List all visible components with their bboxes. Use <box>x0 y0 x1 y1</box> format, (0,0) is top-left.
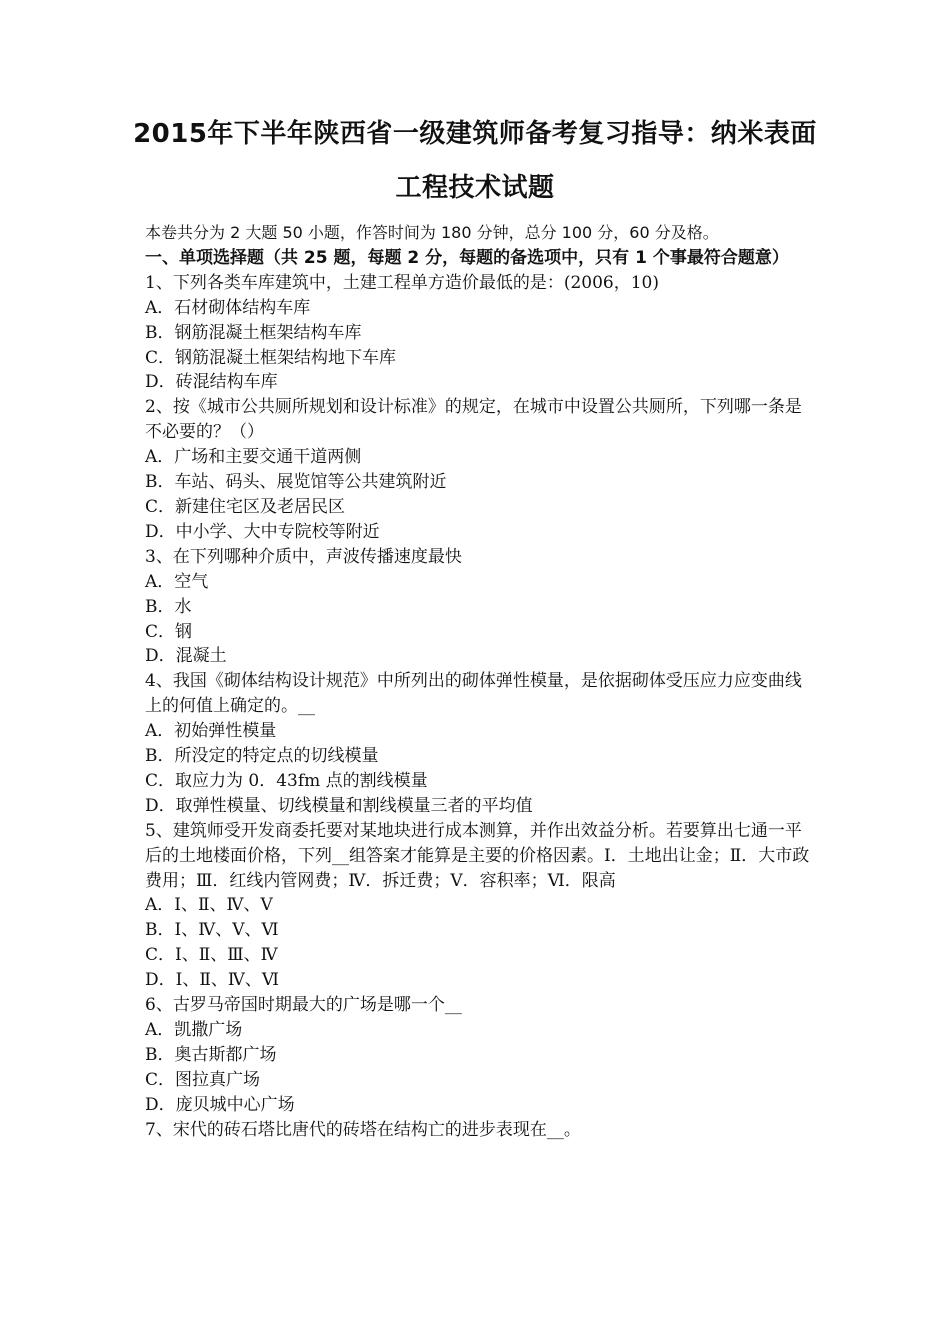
question-3 <box>145 545 810 670</box>
option-c: C．Ⅰ、Ⅱ、Ⅲ、Ⅳ <box>145 945 278 966</box>
option-a: A．石材砌体结构车库 <box>145 297 311 318</box>
question-stem: 4、我国《砌体结构设计规范》中所列出的砌体弹性模量，是依据砌体受压应力应变曲线上的何值上确定的。__ <box>145 671 802 717</box>
question-stem: 2、按《城市公共厕所规划和设计标准》的规定，在城市中设置公共厕所，下列哪一条是不必要的？（） <box>145 397 802 443</box>
option-d: D．混凝土 <box>145 646 227 667</box>
option-c: C．取应力为 0．43fm 点的割线模量 <box>145 770 428 791</box>
option-a: A．初始弹性模量 <box>145 721 277 742</box>
option-d: D．Ⅰ、Ⅱ、Ⅳ、Ⅵ <box>145 970 279 991</box>
question-7 <box>145 1118 810 1143</box>
option-a: A．空气 <box>145 571 209 592</box>
document-title-line-1: 2015年下半年陕西省一级建筑师备考复习指导：纳米表面 <box>133 119 817 149</box>
question-stem: 1、下列各类车库建筑中，土建工程单方造价最低的是：(2006，10) <box>145 272 659 293</box>
question-1 <box>145 271 810 396</box>
option-d: D．中小学、大中专院校等附近 <box>145 521 380 542</box>
option-c: C．钢 <box>145 621 193 642</box>
option-a: A．广场和主要交通干道两侧 <box>145 447 362 468</box>
question-stem: 7、宋代的砖石塔比唐代的砖塔在结构亡的进步表现在__。 <box>145 1119 581 1140</box>
option-b: B．所没定的特定点的切线模量 <box>145 746 379 767</box>
option-b: B．水 <box>145 596 192 617</box>
option-b: B．奥古斯都广场 <box>145 1044 277 1065</box>
document-title-line-2: 工程技术试题 <box>395 173 555 203</box>
section-heading: 一、单项选择题（共 25 题，每题 2 分，每题的备选项中，只有 1 个事最符合题意） <box>145 247 789 268</box>
question-stem: 3、在下列哪种介质中，声波传播速度最快 <box>145 546 462 567</box>
question-4 <box>145 669 810 818</box>
question-6 <box>145 993 810 1118</box>
question-2 <box>145 395 810 544</box>
exam-intro: 本卷共分为 2 大题 50 小题，作答时间为 180 分钟，总分 100 分，60 分及格。 <box>145 223 719 242</box>
option-c: C．新建住宅区及老居民区 <box>145 496 346 517</box>
option-a: A．Ⅰ、Ⅱ、Ⅳ、Ⅴ <box>145 895 273 916</box>
question-stem: 6、古罗马帝国时期最大的广场是哪一个__ <box>145 995 462 1016</box>
option-b: B．车站、码头、展览馆等公共建筑附近 <box>145 472 447 493</box>
option-a: A．凯撒广场 <box>145 1020 243 1040</box>
option-d: D．取弹性模量、切线模量和割线模量三者的平均值 <box>145 795 533 816</box>
document-body <box>145 221 810 1143</box>
option-b: B．Ⅰ、Ⅳ、Ⅴ、Ⅵ <box>145 920 279 941</box>
option-c: C．图拉真广场 <box>145 1069 261 1090</box>
question-stem: 5、建筑师受开发商委托要对某地块进行成本测算，并作出效益分析。若要算出七通一平后的土地楼面价格，下列__组答案才能算是主要的价格因素。Ⅰ．土地出让金；Ⅱ．大市政费用；Ⅲ．红线内管网费；Ⅳ．拆迁费；Ⅴ．容积率；Ⅵ．限高 <box>145 820 810 891</box>
option-d: D．砖混结构车库 <box>145 372 278 393</box>
option-b: B．钢筋混凝土框架结构车库 <box>145 322 362 343</box>
question-5 <box>145 819 810 993</box>
option-d: D．庞贝城中心广场 <box>145 1094 295 1115</box>
option-c: C．钢筋混凝土框架结构地下车库 <box>145 347 397 368</box>
